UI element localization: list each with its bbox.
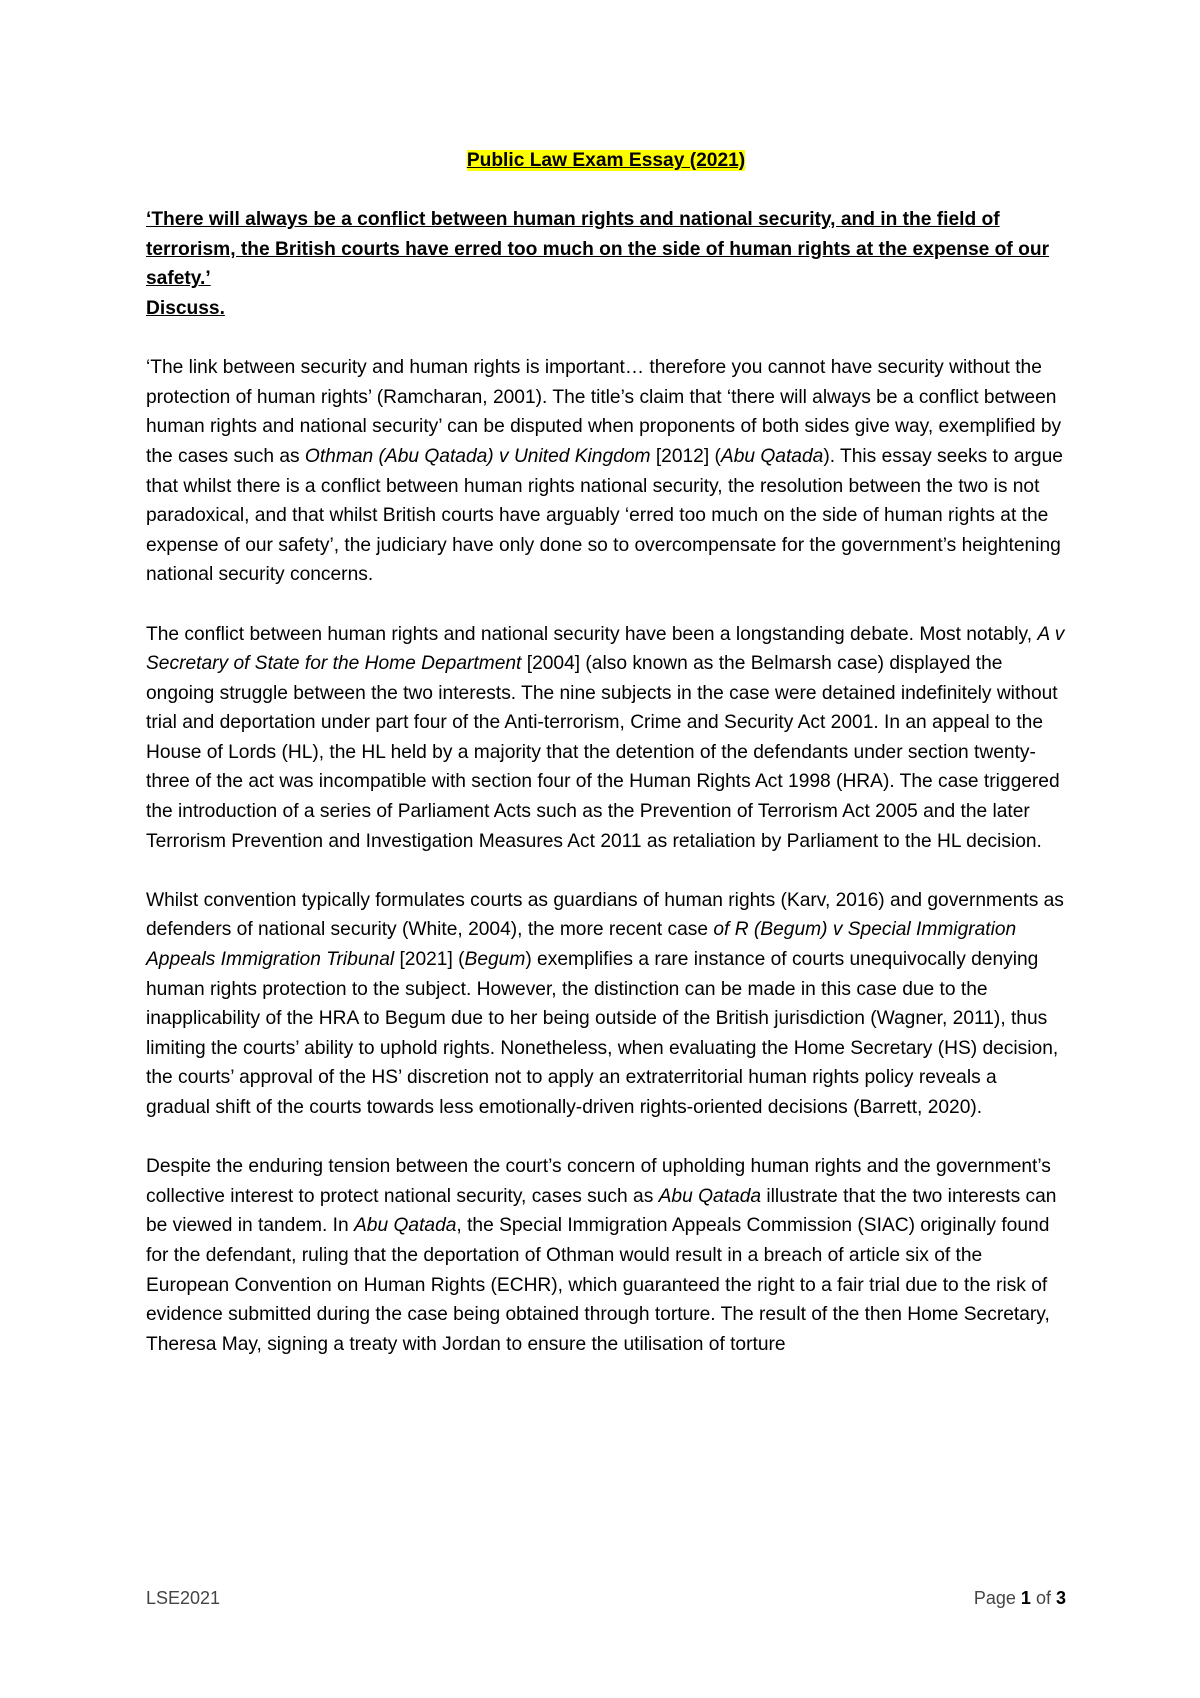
- case-citation: Abu Qatada: [658, 1185, 762, 1207]
- paragraph-text: Despite the enduring tension between the court’s concern of upholding human rights and the government’s collective interest to protect national security, cases such as: [146, 1156, 1051, 1207]
- essay-paragraphs: [146, 353, 1066, 1359]
- paragraph-text: [2004] (also known as the Belmarsh case) displayed the ongoing struggle between the two interests. The nine subjects in the case were detained indefinitely without trial and deportation under part four of the Anti-terrorism, Crime and Security Act 2001. In an appeal to the House of Lords (HL), the HL held by a majority that the detention of the defendants under section twenty-three of the act was incompatible with section four of the Human Rights Act 1998 (HRA). The case triggered the introduction of a series of Parliament Acts such as the Prevention of Terrorism Act 2005 and the later Terrorism Prevention and Investigation Measures Act 2011 as retaliation by Parliament to the HL decision.: [146, 653, 1060, 852]
- paragraph-text: ). This essay seeks to argue that whilst there is a conflict between human rights national security, the resolution between the two is not paradoxical, and that whilst British courts have arguably ‘erred too much on the side of human rights at the expense of our safety’, the judiciary have only done so to overcompensate for the government’s heightening national security concerns.: [146, 445, 1063, 586]
- body-paragraph: [146, 353, 1066, 590]
- essay-instruction: Discuss.: [146, 297, 225, 319]
- page-of-label: of: [1035, 1588, 1051, 1608]
- case-citation: Abu Qatada: [720, 445, 824, 467]
- body-paragraph: [146, 620, 1066, 857]
- paragraph-text: Whilst convention typically formulates courts as guardians of human rights (Karv, 2016) and governments as defenders of national security (White, 2004), the more recent case: [146, 889, 1064, 941]
- document-body: [146, 146, 1066, 1359]
- document-title-text: Public Law Exam Essay (2021): [466, 150, 746, 171]
- case-citation: Othman (Abu Qatada) v United Kingdom: [304, 445, 651, 467]
- paragraph-text: , the Special Immigration Appeals Commission (SIAC) originally found for the defendant, ruling that the deportation of Othman would result in a breach of article six of the European Convention on Human Rights (ECHR), which guaranteed the right to a fair trial due to the risk of evidence submitted during the case being obtained through torture. The result of the then Home Secretary, Theresa May, signing a treaty with Jordan to ensure the utilisation of torture: [146, 1215, 1050, 1355]
- essay-question: ‘There will always be a conflict between human rights and national security, and in the field of terrorism, the British courts have erred too much on the side of human rights at the expense of our safety.’: [146, 209, 1050, 290]
- paragraph-text: ) exemplifies a rare instance of courts unequivocally denying human rights protection to the subject. However, the distinction can be made in this case due to the inapplicability of the HRA to Begum due to her being outside of the British jurisdiction (Wagner, 2011), thus limiting the courts’ ability to uphold rights. Nonetheless, when evaluating the Home Secretary (HS) decision, the courts’ approval of the HS’ discretion not to apply an extraterritorial human rights policy reveals a gradual shift of the courts towards less emotionally-driven rights-oriented decisions (Barrett, 2020).: [146, 949, 1059, 1118]
- body-paragraph: [146, 1152, 1066, 1359]
- page-number: [974, 1584, 1066, 1612]
- case-citation: Abu Qatada: [354, 1215, 457, 1237]
- paragraph-text: The conflict between human rights and national security have been a longstanding debate. Most notably,: [146, 623, 1038, 645]
- paragraph-text: illustrate that the two interests can be viewed in tandem. In: [146, 1185, 1057, 1237]
- page-footer: [146, 1584, 1066, 1612]
- page-label: Page: [973, 1588, 1016, 1608]
- case-citation: of R (Begum) v Special Immigration Appeals Immigration Tribunal: [146, 919, 1017, 971]
- footer-left-text: LSE2021: [146, 1588, 221, 1608]
- paragraph-text: ‘The link between security and human rights is important… therefore you cannot have security without the protection of human rights’ (Ramcharan, 2001). The title’s claim that ‘there will always be a conflict between human rights and national security’ can be disputed when proponents of both sides give way, exemplified by the cases such as: [146, 357, 1062, 467]
- case-citation: A v Secretary of State for the Home Department: [146, 623, 1065, 675]
- paragraph-text: [2021] (: [394, 949, 465, 971]
- body-paragraph: [146, 886, 1066, 1123]
- case-citation: Begum: [464, 949, 526, 971]
- page-current: 1: [1020, 1588, 1031, 1608]
- page-total: 3: [1055, 1588, 1066, 1608]
- document-title: [146, 146, 1066, 176]
- paragraph-text: [2012] (: [650, 445, 721, 467]
